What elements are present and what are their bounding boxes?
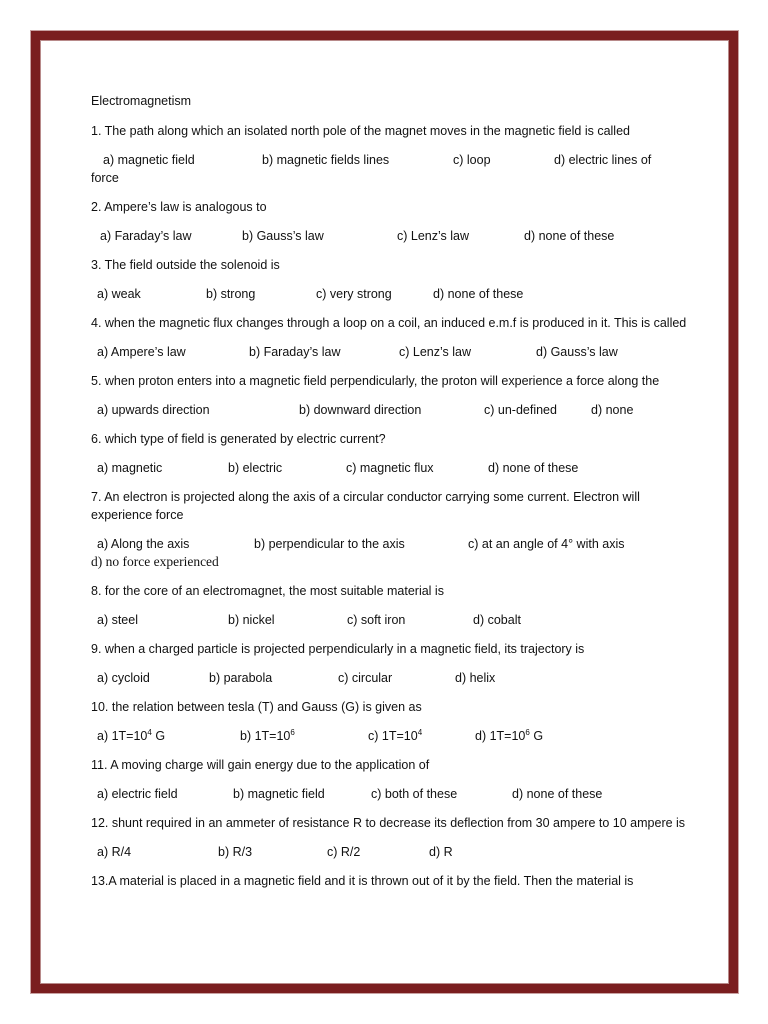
options-7 (91, 535, 691, 571)
options-9 (91, 669, 691, 687)
option-12a: a) R/4 (97, 845, 132, 859)
option-3b: b) strong (206, 287, 256, 301)
question-2: 2. Ampere’s law is analogous to (91, 200, 267, 214)
option-3c: c) very strong (316, 287, 392, 301)
option-6d: d) none of these (488, 461, 579, 475)
option-7c: c) at an angle of 4° with axis (468, 537, 625, 551)
question-4: 4. when the magnetic flux changes through a loop on a coil, an induced e.m.f is produced in it. This is called (91, 316, 687, 330)
option-9a: a) cycloid (97, 671, 150, 685)
option-10d: d) $1T=10^6$ G (475, 728, 544, 743)
option-10a: a) $1T=10^4$ G (97, 728, 166, 743)
option-5a: a) upwards direction (97, 403, 210, 417)
options-5 (91, 401, 691, 419)
option-11c: c) both of these (371, 787, 458, 801)
option-12b: b) R/3 (218, 845, 253, 859)
option-4a: a) Ampere’s law (97, 345, 186, 359)
question-3: 3. The field outside the solenoid is (91, 258, 280, 272)
option-9c: c) circular (338, 671, 393, 685)
option-8a: a) steel (97, 613, 138, 627)
option-4d: d) Gauss’s law (536, 345, 618, 359)
option-1b: b) magnetic fields lines (262, 153, 390, 167)
option-2c: c) Lenz’s law (397, 229, 470, 243)
question-5: 5. when proton enters into a magnetic field perpendicularly, the proton will experience a force along the (91, 374, 660, 388)
option-12d: d) R (429, 845, 453, 859)
option-1c: c) loop (453, 153, 491, 167)
option-1d: d) electric lines of (554, 153, 652, 167)
quiz-content (91, 93, 691, 901)
question-9: 9. when a charged particle is projected perpendicularly in a magnetic field, its trajectory is (91, 642, 585, 656)
option-5b: b) downward direction (299, 403, 422, 417)
option-2b: b) Gauss’s law (242, 229, 324, 243)
page-title: Electromagnetism (91, 94, 192, 108)
options-12 (91, 843, 691, 861)
options-10 (91, 727, 691, 745)
option-9b: b) parabola (209, 671, 273, 685)
option-7b: b) perpendicular to the axis (254, 537, 405, 551)
options-11 (91, 785, 691, 803)
option-6b: b) electric (228, 461, 283, 475)
option-6a: a) magnetic (97, 461, 163, 475)
question-13: 13.A material is placed in a magnetic field and it is thrown out of it by the field. Then the material is (91, 874, 634, 888)
option-2a: a) Faraday’s law (100, 229, 192, 243)
options-8 (91, 611, 691, 629)
question-6: 6. which type of field is generated by electric current? (91, 432, 386, 446)
question-10: 10. the relation between tesla (T) and Gauss (G) is given as (91, 700, 422, 714)
option-10c: c) $1T=10^4$ (368, 728, 423, 743)
option-5d: d) none (591, 403, 634, 417)
option-11d: d) none of these (512, 787, 603, 801)
option-11b: b) magnetic field (233, 787, 325, 801)
option-6c: c) magnetic flux (346, 461, 434, 475)
option-7d: d) no force experienced (91, 554, 219, 569)
question-11: 11. A moving charge will gain energy due to the application of (91, 758, 430, 772)
question-8: 8. for the core of an electromagnet, the most suitable material is (91, 584, 444, 598)
option-11a: a) electric field (97, 787, 178, 801)
option-8c: c) soft iron (347, 613, 406, 627)
option-1a: a) magnetic field (103, 153, 195, 167)
question-12: 12. shunt required in an ammeter of resistance R to decrease its deflection from 30 ampere to 10 ampere is (91, 816, 686, 830)
option-1d-continued: force (91, 171, 119, 185)
option-3a: a) weak (97, 287, 141, 301)
option-4b: b) Faraday’s law (249, 345, 341, 359)
options-1 (91, 151, 691, 187)
option-8d: d) cobalt (473, 613, 521, 627)
option-3d: d) none of these (433, 287, 524, 301)
option-2d: d) none of these (524, 229, 615, 243)
option-4c: c) Lenz’s law (399, 345, 472, 359)
option-12c: c) R/2 (327, 845, 361, 859)
question-7: 7. An electron is projected along the axis of a circular conductor carrying some current. Electron will experience force (91, 490, 640, 522)
option-10b: b) $1T=10^6$ (240, 728, 295, 743)
options-6 (91, 459, 691, 477)
option-7a: a) Along the axis (97, 537, 190, 551)
option-5c: c) un-defined (484, 403, 557, 417)
option-9d: d) helix (455, 671, 496, 685)
option-8b: b) nickel (228, 613, 275, 627)
options-2 (91, 227, 691, 245)
question-1: 1. The path along which an isolated north pole of the magnet moves in the magnetic field is called (91, 124, 630, 138)
options-4 (91, 343, 691, 361)
options-3 (91, 285, 691, 303)
